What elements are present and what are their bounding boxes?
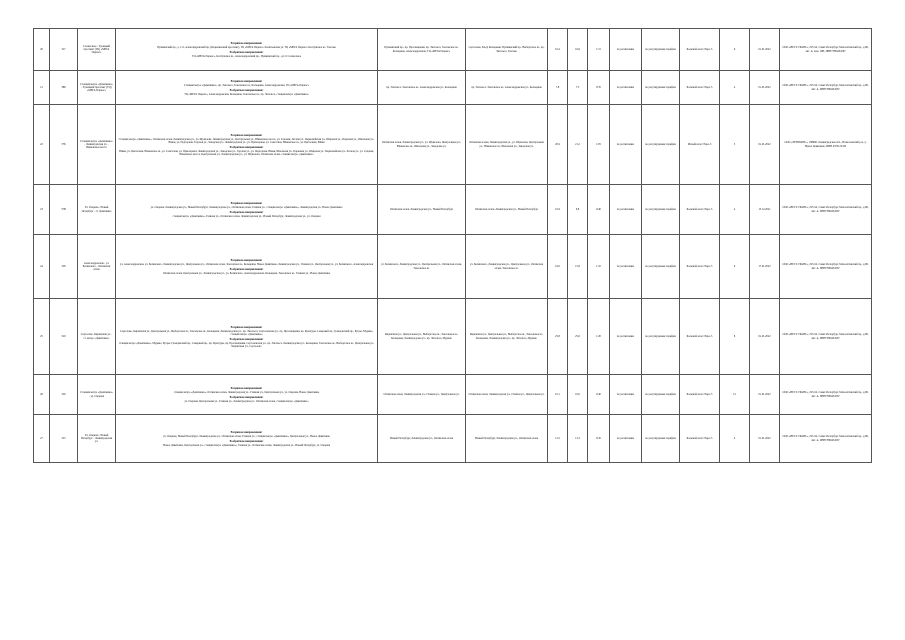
carrier-cell — [780, 299, 872, 375]
tariff-type-cell — [642, 29, 680, 71]
backward-path: Юкки, ул. Цветочная, Юкковское ш., ул. Советская, ул. Приозерная, Ленинградская ул., Заводская ул., Горская ул., ул. Подгорная, Юкки, Школьная ул., Парковая ул., Широкая ул., Первомайская ул., Лесная ул., ул. Садовая, Юкковское шоссе, Центральная ул., Ленинградская ул., ул. Шувалова, Охтинская аллея, станция метро «Девяткино» — [119, 149, 374, 157]
tariff-type-cell — [642, 105, 680, 185]
boarding-order-cell — [610, 105, 642, 185]
route-path-cell — [116, 415, 378, 463]
streets-forward: Охтинская аллея, Ленинградская ул., Главная ул., Центральная ул. — [383, 392, 460, 396]
streets-forward-cell — [378, 105, 466, 185]
tariff-type: по регулируемым тарифам — [645, 142, 676, 146]
streets-forward-cell — [378, 375, 466, 415]
forward-path: Сертолово, Кирпичная ул., Центральная ул., Выборгское ш., Токсовское ш., Кольцевая, Ленинградская ул., пр. Энгельса, Сертоловская ул., пр. Просвещения, пр. Культуры, Северный пр., Гражданский пр., Бугры, Мурино, станция метро «Девяткино» — [119, 329, 374, 337]
vehicle-class-cell — [680, 185, 720, 235]
length-forward-cell — [548, 299, 568, 375]
travel-time-cell — [588, 71, 610, 105]
forward-heading: В прямом направлении: — [230, 324, 263, 329]
carrier-cell — [780, 185, 872, 235]
boarding-order-cell — [610, 299, 642, 375]
tariff-type-cell — [642, 185, 680, 235]
travel-time: 0:40 — [596, 207, 601, 211]
vehicle-class: Малый класс Евро-5 — [687, 142, 712, 146]
streets-forward-cell — [378, 299, 466, 375]
streets-forward: Кирпичная ул., Центральная ул., Выборгское ш., Токсовское ш., Кольцевая, Ленинградская ул., пр. Энгельса, Мурино — [384, 333, 459, 340]
route-name: Салавочное - Троицкий проспект (ТЦ) «МЕГА Парнас» — [83, 44, 110, 55]
streets-backward-cell — [466, 375, 548, 415]
table-row — [34, 105, 872, 185]
length-backward-cell — [568, 235, 588, 299]
route-number-cell — [34, 415, 50, 463]
length-forward: 7,8 — [555, 85, 560, 89]
carrier-info: ООО «ВЕСТ-ТРАНС», 195112, Санкт-Петербург, Малоохтинский пр., д.68, лит. А, ИНН 7806434567 — [782, 435, 869, 442]
vehicle-class-cell — [680, 415, 720, 463]
backward-heading: В обратном направлении: — [229, 49, 264, 54]
streets-backward: Кирпичная ул., Центральная ул., Выборгское ш., Токсовское ш., Кольцевая, Ленинградская ул., пр. Энгельса, Мурино — [469, 333, 544, 340]
route-name-cell — [78, 375, 116, 415]
vehicle-count-cell — [720, 185, 750, 235]
backward-path: Охтинская аллея, Центральная ул., Ленинградская ул., ул. Белинского, Александровская, Кольцевая, Токсовское ш., Главная ул., Новое Девяткино — [162, 271, 331, 275]
vehicle-class-cell — [680, 29, 720, 71]
length-backward: 7,5 — [575, 85, 580, 89]
carrier-info: ООО «ВЕСТ-ТРАНС», 195112, Санкт-Петербург, Малоохтинский пр., д.68, лит. А, ИНН 7806434567 — [782, 391, 869, 398]
forward-path: Пушкинский пр., д. 111, Александровский пр. (Кадышевский проспект), ТЦ «МЕГА Парнас» Леонтьевская ул. ТЦ «МЕГА Парнас» Колтушское ш., Токсово — [156, 46, 337, 50]
length-backward-cell — [568, 185, 588, 235]
route-path-cell — [116, 29, 378, 71]
carrier-cell — [780, 105, 872, 185]
length-backward-cell — [568, 71, 588, 105]
route-name: Ул. Озерная - Новый Петербург - ст. Девяткино — [81, 206, 112, 213]
carrier-info: ООО «ВЕСТ-ТРАНС», 195112, Санкт-Петербург, Малоохтинский пр., д.68, лит. А, ИНН 7806434567 — [782, 84, 869, 91]
length-backward-cell — [568, 375, 588, 415]
boarding-order: по расписанию — [616, 436, 635, 440]
table-row — [34, 375, 872, 415]
route-path-cell — [116, 375, 378, 415]
route-name: Ул. Озерная - Новый Петербург - Ленинградская ул. — [80, 433, 113, 444]
registry-number-cell — [50, 185, 78, 235]
length-forward-cell — [548, 235, 568, 299]
boarding-order-cell — [610, 185, 642, 235]
registry-number: 38Б — [61, 85, 66, 89]
start-date-cell — [750, 235, 780, 299]
length-backward: 25,6 — [575, 334, 580, 338]
start-date: 01.01.2022 — [758, 47, 771, 51]
carrier-cell — [780, 71, 872, 105]
streets-forward-cell — [378, 235, 466, 299]
length-forward-cell — [548, 415, 568, 463]
length-forward-cell — [548, 71, 568, 105]
registry-number-cell — [50, 375, 78, 415]
vehicle-count: 4 — [733, 436, 736, 440]
route-name-cell — [78, 185, 116, 235]
route-name-cell — [78, 29, 116, 71]
travel-time: 0:35 — [596, 85, 601, 89]
streets-forward-cell — [378, 185, 466, 235]
tariff-type-cell — [642, 375, 680, 415]
tariff-type-cell — [642, 299, 680, 375]
backward-heading: В обратном направлении: — [229, 336, 264, 341]
route-number: 21 — [40, 85, 43, 89]
vehicle-count-cell — [720, 29, 750, 71]
tariff-type: по регулируемым тарифам — [645, 207, 676, 211]
length-backward-cell — [568, 29, 588, 71]
vehicle-count-cell — [720, 71, 750, 105]
vehicle-class-cell — [680, 299, 720, 375]
registry-number: 3ч9 — [61, 334, 66, 338]
route-name: Станция метро «Девяткино» - Ленинградская ул. - Юкковское шоссе — [80, 139, 113, 150]
vehicle-count: 4 — [733, 85, 736, 89]
start-date-cell — [750, 299, 780, 375]
registry-number: 37Б — [61, 142, 66, 146]
travel-time-cell — [588, 299, 610, 375]
backward-heading: В обратном направлении: — [229, 144, 264, 149]
table-row — [34, 71, 872, 105]
streets-backward-cell — [466, 235, 548, 299]
table-row — [34, 415, 872, 463]
registry-number-cell — [50, 415, 78, 463]
length-backward: 15,8 — [575, 264, 580, 268]
route-number: 26 — [40, 392, 43, 396]
start-date: 01.01.2022 — [758, 334, 771, 338]
carrier-info: ООО «ВЕСТ-ТРАНС», 195112, Санкт-Петербург, Малоохтинский пр., д.68, лит. А, ИНН 7806434567 — [782, 263, 869, 270]
boarding-order: по расписанию — [616, 142, 635, 146]
vehicle-class: Большой класс Евро-5 — [686, 47, 713, 51]
carrier-cell — [780, 415, 872, 463]
forward-heading: В прямом направлении: — [230, 429, 263, 434]
streets-forward-cell — [378, 29, 466, 71]
travel-time-cell — [588, 29, 610, 71]
tariff-type-cell — [642, 235, 680, 299]
vehicle-count: 5 — [733, 142, 736, 146]
table-row — [34, 185, 872, 235]
backward-path: ул. Озерная, Центральная ул., Главная ул., Ленинградская ул., Охтинская аллея, станция метро «Девяткино» — [184, 399, 309, 403]
length-forward-cell — [548, 29, 568, 71]
streets-backward-cell — [466, 415, 548, 463]
route-name-cell — [78, 235, 116, 299]
start-date-cell — [750, 185, 780, 235]
vehicle-class-cell — [680, 375, 720, 415]
registry-number-cell — [50, 71, 78, 105]
route-path-cell — [116, 299, 378, 375]
start-date: 01.01.2022 — [758, 392, 771, 396]
backward-heading: В обратном направлении: — [229, 266, 264, 271]
route-name-cell — [78, 299, 116, 375]
route-name-cell — [78, 415, 116, 463]
vehicle-count: 6 — [733, 264, 736, 268]
tariff-type: по регулируемым тарифам — [645, 392, 676, 396]
start-date: 01.01.2022 — [758, 85, 771, 89]
route-name: Станция метро «Девяткино» - ул. Озерная — [80, 391, 113, 398]
length-forward: 10,1 — [555, 392, 560, 396]
streets-backward: Охтинская аллея, Ленинградская ул., Главная ул., Центральная ул. — [468, 392, 545, 396]
length-backward-cell — [568, 105, 588, 185]
forward-heading: В прямом направлении: — [230, 257, 263, 262]
forward-path: ул. Озерная, Новый Петербург, Ленинградская ул., Охтинская аллея, Главная ул., станция метро «Девяткино», Центральная ул., Новое Девяткино — [163, 435, 330, 439]
route-path-cell — [116, 105, 378, 185]
travel-time: 1:10 — [596, 264, 601, 268]
streets-backward-cell — [466, 299, 548, 375]
vehicle-class: Большой класс Евро-5 — [686, 264, 713, 268]
route-register-table — [33, 28, 872, 463]
route-number-cell — [34, 375, 50, 415]
start-date-cell — [750, 29, 780, 71]
streets-backward-cell — [466, 71, 548, 105]
vehicle-count: 4 — [733, 207, 736, 211]
length-forward: 25,8 — [555, 334, 560, 338]
route-number-cell — [34, 71, 50, 105]
length-forward-cell — [548, 105, 568, 185]
streets-forward: ул. Белинского, Ленинградская ул., Центральная ул., Охтинская аллея, Токсовское ш. — [381, 263, 462, 270]
forward-heading: В прямом направлении: — [230, 132, 263, 137]
forward-heading: В прямом направлении: — [230, 200, 263, 205]
length-backward-cell — [568, 415, 588, 463]
length-backward: 16,6 — [575, 47, 580, 51]
route-path-cell — [116, 71, 378, 105]
registry-number: 3ч6 — [61, 392, 66, 396]
registry-number: 3ч7 — [61, 47, 66, 51]
streets-forward: Пушкинский пр., пр. Просвещения, пр. Энгельса, Токсовское ш., Кольцевая, Александровская, ТЦ «МЕГА Парнас» — [384, 46, 459, 53]
streets-backward: ул. Белинского, Ленинградская ул., Центральная ул., Охтинская аллея, Токсовское ш. — [470, 263, 543, 270]
vehicle-class: Большой класс Евро-5 — [686, 436, 713, 440]
forward-path: станция метро «Девяткино», Охтинская аллея, Ленинградская ул., Главная ул., Центральная ул., ул. Озерная, Новое Девяткино — [173, 391, 320, 395]
registry-number-cell — [50, 235, 78, 299]
start-date: 01.01.2022 — [758, 142, 771, 146]
backward-heading: В обратном направлении: — [229, 438, 264, 443]
route-name: Александровская - ул. Белинского - Охтинская аллея — [82, 261, 111, 272]
boarding-order-cell — [610, 375, 642, 415]
length-forward: 12,5 — [555, 436, 560, 440]
route-number: 24 — [40, 264, 43, 268]
boarding-order: по расписанию — [616, 207, 635, 211]
travel-time: 0:40 — [596, 392, 601, 396]
boarding-order: по расписанию — [616, 334, 635, 338]
vehicle-class: Большой класс Евро-5 — [686, 334, 713, 338]
tariff-type: по регулируемым тарифам — [645, 47, 676, 51]
streets-forward-cell — [378, 71, 466, 105]
streets-forward: Охтинская аллея, Ленинградская ул., ул. Шувалова, Центральная ул., Юкковское ш., Школьная ул., Заводская ул. — [381, 141, 462, 148]
travel-time-cell — [588, 235, 610, 299]
boarding-order: по расписанию — [616, 264, 635, 268]
travel-time: 1:15 — [596, 47, 601, 51]
route-name-cell — [78, 71, 116, 105]
length-backward: 21,2 — [575, 142, 580, 146]
carrier-info: ООО «ЛЕНТРАНС», 188660, Ленинградская обл., Всеволожский р-н, д. Новое Девяткино, ИНН 4703122345 — [784, 141, 867, 148]
vehicle-count-cell — [720, 235, 750, 299]
backward-path: Новое Девяткино, Центральная ул., станция метро «Девяткино», Главная ул., Охтинская аллея, Ленинградская ул., Новый Петербург, ул. Озерная — [163, 443, 330, 447]
table-row — [34, 29, 872, 71]
tariff-type: по регулируемым тарифам — [645, 436, 676, 440]
boarding-order: по расписанию — [616, 47, 635, 51]
length-forward-cell — [548, 375, 568, 415]
travel-time: 1:05 — [596, 142, 601, 146]
vehicle-class-cell — [680, 71, 720, 105]
streets-backward: Охтинская аллея, Ленинградская ул., ул. Шувалова, Центральная ул., Юкковское ш., Школьная ул., Заводская ул. — [469, 141, 544, 148]
streets-backward-cell — [466, 105, 548, 185]
vehicle-count: 8 — [733, 334, 736, 338]
route-number-cell — [34, 235, 50, 299]
route-name: Сертолово, Кирпичная ул. - ст. метро «Девяткино» — [80, 333, 113, 340]
tariff-type: по регулируемым тарифам — [645, 264, 676, 268]
streets-backward: Сертолово, КАД, Кольцевая, Пушкинский пр., Выборгское ш., пр. Энгельса, Токсово — [468, 46, 545, 53]
vehicle-class-cell — [680, 105, 720, 185]
carrier-cell — [780, 375, 872, 415]
vehicle-class-cell — [680, 235, 720, 299]
length-forward: 20,9 — [555, 142, 560, 146]
start-date-cell — [750, 375, 780, 415]
length-backward: 12,3 — [575, 436, 580, 440]
travel-time-cell — [588, 415, 610, 463]
travel-time-cell — [588, 105, 610, 185]
route-number-cell — [34, 185, 50, 235]
length-backward: 9,8 — [575, 207, 580, 211]
backward-heading: В обратном направлении: — [229, 209, 264, 214]
streets-backward: Охтинская аллея, Ленинградская ул., Новый Петербург — [474, 207, 539, 211]
length-forward: 16,0 — [555, 264, 560, 268]
forward-path: ул. Озерная, Ленинградская ул., Новый Петербург, Ленинградская ул., Охтинская аллея, Главная ул., станция метро «Девяткино», Ленинградская ул., Новое Девяткино — [150, 206, 343, 210]
route-path-cell — [116, 235, 378, 299]
forward-heading: В прямом направлении: — [230, 385, 263, 390]
boarding-order: по расписанию — [616, 85, 635, 89]
tariff-type: по регулируемым тарифам — [645, 85, 676, 89]
forward-heading: В прямом направлении: — [230, 78, 263, 83]
registry-number: 37В — [61, 207, 66, 211]
carrier-info: ООО «ВЕСТ-ТРАНС», 195112, Санкт-Петербург, Малоохтинский пр., д.68, лит. А, ИНН 7806434567 — [782, 333, 869, 340]
vehicle-count: 12 — [733, 392, 736, 396]
vehicle-count-cell — [720, 415, 750, 463]
length-backward-cell — [568, 299, 588, 375]
route-name-cell — [78, 105, 116, 185]
tariff-type-cell — [642, 415, 680, 463]
streets-backward-cell — [466, 29, 548, 71]
route-number: 23 — [40, 207, 43, 211]
streets-forward: Охтинская аллея, Ленинградская ул., Новый Петербург — [389, 207, 454, 211]
registry-number: 3ч5 — [61, 436, 66, 440]
route-register-sheet — [33, 28, 871, 463]
carrier-cell — [780, 29, 872, 71]
backward-path: ТЦ «МЕГА Парнас», Колтушское ш., Александровский пр., Пушкинский пр., д.111 Салавочное — [191, 54, 302, 58]
route-number-cell — [34, 105, 50, 185]
vehicle-class: Большой класс Евро-5 — [686, 207, 713, 211]
carrier-info: ООО «ВЕСТ-ТРАНС», 195112, Санкт-Петербург, Малоохтинский пр., д.68, лит. А, ИНН 7806434567 — [782, 206, 869, 213]
route-name: Станция метро «Девяткино» - Троицкий проспект (ТЦ) «МЕГА Парнас» — [80, 82, 113, 93]
carrier-info: ООО «ВЕСТ-ТРАНС», 195112, Санкт-Петербург, Малоохтинский пр., д.68, лит. А, пом. 14Н, ИНН 7806434567 — [782, 46, 869, 53]
forward-path: Станция метро «Девяткино», пр. Энгельса, Токсовское ш., Кольцевая, Александровская, ТЦ «МЕГА Парнас» — [184, 84, 309, 88]
travel-time-cell — [588, 375, 610, 415]
route-number-cell — [34, 299, 50, 375]
vehicle-count-cell — [720, 375, 750, 415]
registry-number-cell — [50, 105, 78, 185]
start-date-cell — [750, 105, 780, 185]
length-forward-cell — [548, 185, 568, 235]
boarding-order: по расписанию — [616, 392, 635, 396]
tariff-type-cell — [642, 71, 680, 105]
vehicle-count-cell — [720, 105, 750, 185]
vehicle-class: Большой класс Евро-5 — [686, 85, 713, 89]
length-forward: 10,9 — [555, 207, 560, 211]
start-date-cell — [750, 415, 780, 463]
backward-heading: В обратном направлении: — [229, 87, 264, 92]
backward-path: ТЦ «МЕГА Парнас», Александровская, Кольцевая, Токсовское ш., пр. Энгельса, станция метро «Девяткино» — [184, 92, 309, 96]
travel-time: 1:20 — [596, 334, 601, 338]
vehicle-class: Большой класс Евро-5 — [686, 392, 713, 396]
registry-number-cell — [50, 299, 78, 375]
table-row — [34, 235, 872, 299]
forward-heading: В прямом направлении: — [230, 40, 263, 45]
route-number: 22 — [40, 142, 43, 146]
boarding-order-cell — [610, 29, 642, 71]
start-date: 01.01.2022 — [758, 436, 771, 440]
backward-heading: В обратном направлении: — [229, 394, 264, 399]
travel-time-cell — [588, 185, 610, 235]
start-date: 13.12.2021 — [758, 207, 771, 211]
travel-time: 0:45 — [596, 436, 601, 440]
length-backward: 10,0 — [575, 392, 580, 396]
vehicle-count: 6 — [733, 47, 736, 51]
streets-forward: Новый Петербург, Ленинградская ул., Охтинская аллея — [389, 436, 454, 440]
streets-backward-cell — [466, 185, 548, 235]
route-number: 20 — [40, 47, 43, 51]
streets-forward: пр. Энгельса, Токсовское ш., Александровская ул., Кольцевая — [386, 85, 457, 89]
registry-number-cell — [50, 29, 78, 71]
route-path-cell — [116, 185, 378, 235]
forward-path: ул. Александровская, ул. Белинского, Ленинградская ул., Центральная ул., Охтинская аллея, Токсовское ш., Кольцевая, Новое Девяткино, Ленинградская ул., Главная ул., Центральная ул., ул. Белинского, Александровская — [119, 263, 374, 267]
backward-path: станция метро «Девяткино», Главная ул., Охтинская аллея, Ленинградская ул., Новый Петербург, Ленинградская ул., ул. Озерная — [172, 214, 321, 218]
route-number: 27 — [40, 436, 43, 440]
vehicle-count-cell — [720, 299, 750, 375]
streets-forward-cell — [378, 415, 466, 463]
route-number-cell — [34, 29, 50, 71]
length-forward: 16,4 — [555, 47, 560, 51]
start-date-cell — [750, 71, 780, 105]
backward-path: станция метро «Девяткино», Мурино, Бугры, Гражданский пр., Северный пр., пр. Культуры, пр. Просвещения, Сертоловская ул., пр. Энгельса, Ленинградская ул., Кольцевая, Токсовское ш., Выборгское ш., Центральная ул., Кирпичная ул., Сертолово — [118, 341, 375, 349]
route-number: 25 — [40, 334, 43, 338]
table-row — [34, 299, 872, 375]
tariff-type: по регулируемым тарифам — [645, 334, 676, 338]
registry-number: 3ч8 — [61, 264, 66, 268]
streets-backward: Новый Петербург, Ленинградская ул., Охтинская аллея — [474, 436, 539, 440]
start-date: 17.01.2022 — [758, 264, 771, 268]
boarding-order-cell — [610, 415, 642, 463]
carrier-cell — [780, 235, 872, 299]
boarding-order-cell — [610, 235, 642, 299]
streets-backward: пр. Энгельса, Токсовское ш., Александровская ул., Кольцевая — [471, 85, 542, 89]
boarding-order-cell — [610, 71, 642, 105]
forward-path: Станция метро «Девяткино», Охтинская аллея, Ленинградская ул., ул. Шувалова, Ленинградская ул., Центральная ул., Юкковское шоссе, ул. Садовая, Лесная ул., Первомайская ул., Широкая ул., Парковая ул., Школьная ул., Юкки, ул. Подгорная, Горская ул., Заводская ул., Ленинградская ул., ул. Приозерная, ул. Советская, Юкковское ш., ул. Цветочная, Юкки — [118, 137, 375, 145]
